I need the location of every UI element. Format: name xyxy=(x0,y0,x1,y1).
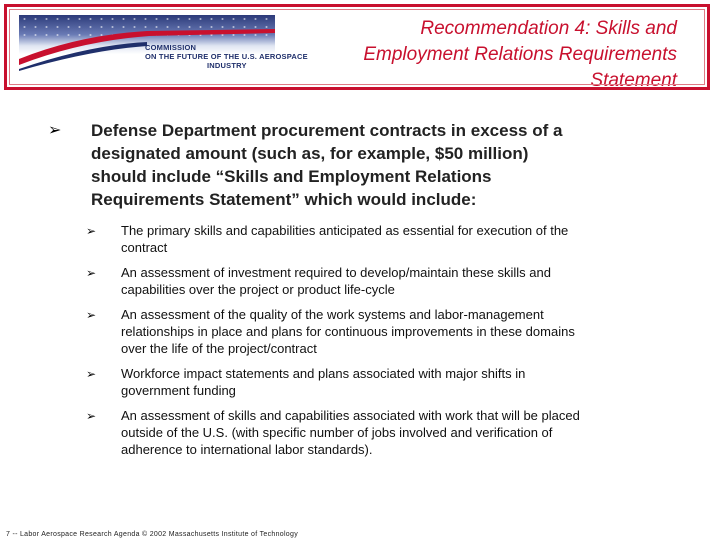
list-item-text xyxy=(121,222,681,256)
slide-header xyxy=(4,4,710,90)
list-item-text xyxy=(121,306,681,357)
list-item-text xyxy=(121,407,681,458)
arrow-bullet-icon: ➢ xyxy=(86,367,97,381)
text-line: over the life of the project/contract xyxy=(121,341,317,356)
commission-logo xyxy=(19,15,308,71)
text-line: An assessment of the quality of the work systems and labor-management xyxy=(121,307,544,322)
logo-swoosh-icon xyxy=(19,15,308,71)
list-item-text xyxy=(121,365,681,399)
title-line: Employment Relations Requirements xyxy=(363,44,677,65)
title-line: Statement xyxy=(590,70,677,91)
slide-title xyxy=(257,16,677,94)
arrow-bullet-icon: ➢ xyxy=(86,409,97,423)
main-line: Defense Department procurement contracts in excess of a xyxy=(91,121,563,140)
main-point xyxy=(91,119,676,211)
arrow-bullet-icon: ➢ xyxy=(86,224,97,238)
logo-line: ON THE FUTURE OF THE U.S. AEROSPACE xyxy=(145,52,308,61)
logo-line: INDUSTRY xyxy=(207,61,247,70)
main-line: Requirements Statement” which would include: xyxy=(91,190,477,209)
arrow-bullet-icon: ➢ xyxy=(48,122,62,139)
text-line: capabilities over the project or product life-cycle xyxy=(121,282,395,297)
stars-pattern xyxy=(19,15,275,39)
text-line: relationships in place and plans for continuous improvements in these domains xyxy=(121,324,575,339)
footer-copyright: 7 -- Labor Aerospace Research Agenda © 2002 Massachusetts Institute of Technology xyxy=(6,531,298,538)
text-line: adherence to international labor standards). xyxy=(121,442,373,457)
text-line: Workforce impact statements and plans associated with major shifts in xyxy=(121,366,526,381)
main-line: should include “Skills and Employment Relations xyxy=(91,167,492,186)
logo-text xyxy=(145,43,308,70)
text-line: government funding xyxy=(121,383,236,398)
text-line: outside of the U.S. (with specific number of jobs involved and verification of xyxy=(121,425,553,440)
title-line: Recommendation 4: Skills and xyxy=(420,18,677,39)
text-line: An assessment of skills and capabilities associated with work that will be placed xyxy=(121,408,580,423)
text-line: The primary skills and capabilities anticipated as essential for execution of the xyxy=(121,223,569,238)
main-line: designated amount (such as, for example, $50 million) xyxy=(91,144,529,163)
arrow-bullet-icon: ➢ xyxy=(86,266,97,280)
list-item-text xyxy=(121,264,681,298)
logo-line: COMMISSION xyxy=(145,43,197,52)
arrow-bullet-icon: ➢ xyxy=(86,308,97,322)
text-line: An assessment of investment required to develop/maintain these skills and xyxy=(121,265,551,280)
text-line: contract xyxy=(121,240,168,255)
